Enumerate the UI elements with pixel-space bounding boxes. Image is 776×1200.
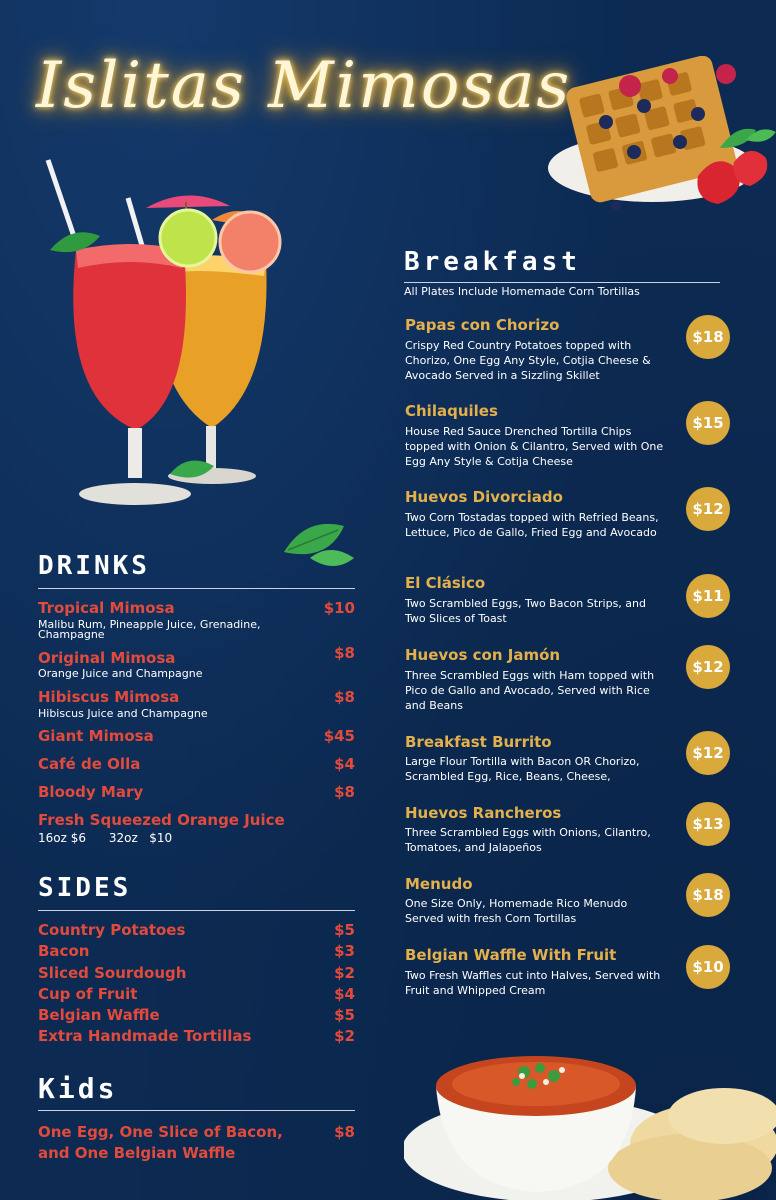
kids-divider	[38, 1110, 355, 1111]
drink-price: $45	[323, 727, 355, 745]
drink-price: $8	[334, 644, 355, 662]
side-price: $2	[334, 1027, 355, 1045]
breakfast-subheading: All Plates Include Homemade Corn Tortillas	[404, 285, 640, 298]
page-title: Islitas Mimosas	[36, 49, 572, 123]
breakfast-item-name: Menudo	[405, 875, 473, 893]
mint-leaf-icon	[280, 512, 356, 574]
drink-name: Fresh Squeezed Orange Juice	[38, 811, 285, 829]
side-price: $2	[334, 964, 355, 982]
price-badge: $11	[686, 574, 730, 618]
drink-description: Hibiscus Juice and Champagne	[38, 707, 208, 720]
side-name: Country Potatoes	[38, 921, 186, 939]
side-name: Extra Handmade Tortillas	[38, 1027, 252, 1045]
price-badge: $18	[686, 873, 730, 917]
price-badge: $12	[686, 731, 730, 775]
drink-name: Original Mimosa	[38, 649, 176, 667]
breakfast-item-name: El Clásico	[405, 574, 486, 592]
breakfast-item-name: Chilaquiles	[405, 402, 498, 420]
side-price: $5	[334, 1006, 355, 1024]
price-badge: $13	[686, 802, 730, 846]
breakfast-item-description: House Red Sauce Drenched Tortilla Chips topped with Onion & Cilantro, Served with One Egg Any Style & Cotija Cheese	[405, 425, 664, 468]
drink-price: $8	[334, 688, 355, 706]
breakfast-item-description: Three Scrambled Eggs with Onions, Cilantro, Tomatoes, and Jalapeños	[405, 826, 651, 854]
drink-name: Hibiscus Mimosa	[38, 688, 180, 706]
drink-description: Malibu Rum, Pineapple Juice, Grenadine, Champagne	[38, 618, 261, 641]
breakfast-item-description: One Size Only, Homemade Rico Menudo Served with fresh Corn Tortillas	[405, 897, 628, 925]
price-badge: $10	[686, 945, 730, 989]
price-badge: $12	[686, 487, 730, 531]
drink-price: $10	[323, 599, 355, 617]
price-badge: $12	[686, 645, 730, 689]
breakfast-heading: Breakfast	[404, 247, 581, 277]
drinks-heading: DRINKS	[38, 551, 150, 581]
drink-name: Bloody Mary	[38, 783, 144, 801]
breakfast-item-description: Crispy Red Country Potatoes topped with Chorizo, One Egg Any Style, Cotjia Cheese & Avocado Served in a Sizzling Skillet	[405, 339, 651, 382]
breakfast-item-name: Huevos Divorciado	[405, 488, 563, 506]
price-badge: $15	[686, 401, 730, 445]
price-badge: $18	[686, 315, 730, 359]
breakfast-item-name: Papas con Chorizo	[405, 316, 560, 334]
drink-name: Giant Mimosa	[38, 727, 154, 745]
menudo-bowl-photo	[404, 1046, 776, 1200]
side-price: $3	[334, 942, 355, 960]
breakfast-item-description: Two Scrambled Eggs, Two Bacon Strips, and Two Slices of Toast	[405, 597, 646, 625]
drink-name: Tropical Mimosa	[38, 599, 175, 617]
kids-item-price: $8	[334, 1123, 355, 1141]
side-name: Cup of Fruit	[38, 985, 138, 1003]
side-name: Bacon	[38, 942, 90, 960]
waffle-fruit-photo	[548, 56, 776, 232]
breakfast-divider	[404, 282, 720, 283]
side-price: $4	[334, 985, 355, 1003]
sides-divider	[38, 910, 355, 911]
drink-name: Café de Olla	[38, 755, 141, 773]
breakfast-item-description: Large Flour Tortilla with Bacon OR Chorizo, Scrambled Egg, Rice, Beans, Cheese,	[405, 755, 640, 783]
breakfast-item-name: Huevos con Jamón	[405, 646, 561, 664]
kids-heading: Kids	[38, 1072, 118, 1105]
breakfast-item-name: Belgian Waffle With Fruit	[405, 946, 617, 964]
kids-item-line1: One Egg, One Slice of Bacon,	[38, 1123, 283, 1141]
side-name: Sliced Sourdough	[38, 964, 187, 982]
drink-size-prices: 16oz $6 32oz $10	[38, 831, 173, 845]
breakfast-item-description: Two Corn Tostadas topped with Refried Beans, Lettuce, Pico de Gallo, Fried Egg and Avocado	[405, 511, 659, 539]
side-price: $5	[334, 921, 355, 939]
breakfast-item-description: Two Fresh Waffles cut into Halves, Served with Fruit and Whipped Cream	[405, 969, 661, 997]
breakfast-item-description: Three Scrambled Eggs with Ham topped with Pico de Gallo and Avocado, Served with Rice and Beans	[405, 669, 655, 712]
cocktails-photo	[36, 158, 300, 522]
sides-heading: SIDES	[38, 873, 132, 903]
drinks-divider	[38, 588, 355, 589]
breakfast-item-name: Huevos Rancheros	[405, 804, 562, 822]
breakfast-item-name: Breakfast Burrito	[405, 733, 552, 751]
drink-price: $4	[334, 755, 355, 773]
kids-item-line2: and One Belgian Waffle	[38, 1144, 236, 1162]
drink-description: Orange Juice and Champagne	[38, 667, 203, 680]
side-name: Belgian Waffle	[38, 1006, 160, 1024]
drink-price: $8	[334, 783, 355, 801]
